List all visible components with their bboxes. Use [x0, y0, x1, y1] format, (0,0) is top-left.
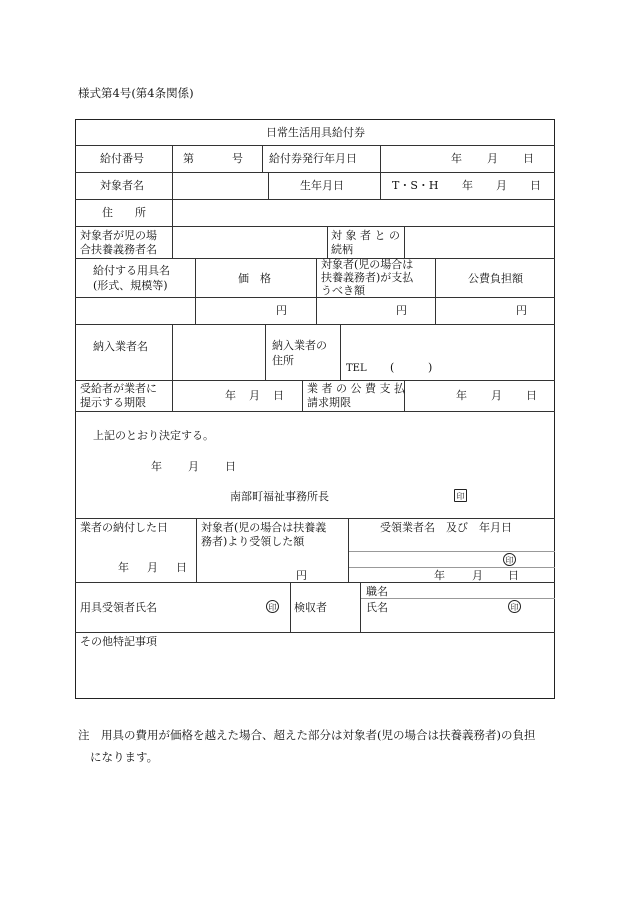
- col-divider: [327, 226, 328, 258]
- equipment-label-2: (形式、規模等): [93, 279, 168, 292]
- job-title-label: 職名: [366, 585, 388, 598]
- year-label: 年: [151, 460, 162, 473]
- col-divider: [265, 324, 266, 380]
- go-label: 号: [232, 152, 243, 165]
- inspector-label: 検収者: [294, 601, 327, 614]
- row-divider: [75, 632, 555, 633]
- row-divider: [75, 324, 555, 325]
- deadline-label-2: 提示する期限: [80, 396, 146, 409]
- seal-circle-mark: 印: [508, 600, 521, 613]
- month-label: 月: [147, 561, 158, 574]
- month-label: 月: [188, 460, 199, 473]
- row-divider: [75, 582, 555, 583]
- col-divider: [290, 582, 291, 632]
- guardian-label-2: 合扶養義務者名: [80, 243, 157, 256]
- year-label: 年: [225, 389, 236, 402]
- col-divider: [302, 380, 303, 411]
- delivery-date-label: 業者の納付した日: [80, 521, 168, 534]
- row-divider: [75, 518, 555, 519]
- official-seal-mark: 印: [454, 489, 467, 502]
- row-divider: [75, 380, 555, 381]
- row-divider: [75, 172, 555, 173]
- office-name: 南部町福祉事務所長: [230, 490, 329, 503]
- era-options: T・S・H: [392, 179, 439, 192]
- col-divider: [340, 324, 341, 380]
- day-label: 日: [176, 561, 187, 574]
- col-divider: [172, 380, 173, 411]
- form-number-heading: 様式第4号(第4条関係): [78, 86, 194, 100]
- paren-close: ): [428, 361, 433, 374]
- col-divider: [380, 172, 381, 199]
- hakko-date-label: 給付券発行年月日: [269, 152, 357, 165]
- remarks-label: その他特記事項: [80, 635, 157, 648]
- yen-label: 円: [396, 304, 407, 317]
- month-label: 月: [249, 389, 260, 402]
- price-label: 価 格: [238, 272, 271, 285]
- copay-label-2: 扶養義務者)が支払: [321, 271, 414, 284]
- footnote-line-2: になります。: [90, 750, 159, 764]
- month-label: 月: [472, 569, 483, 582]
- public-burden-label: 公費負担額: [468, 272, 523, 285]
- row-divider: [75, 199, 555, 200]
- guardian-label-1: 対象者が児の場: [80, 229, 157, 242]
- col-divider: [196, 518, 197, 582]
- billing-deadline-label-1: 業 者 の 公 費 支 払: [307, 382, 405, 395]
- receiver-header: 受領業者名 及び 年月日: [380, 521, 512, 534]
- supplier-address-label-2: 住所: [272, 354, 294, 367]
- taishosha-label: 対象者名: [100, 179, 144, 192]
- col-divider: [380, 145, 381, 172]
- row-divider: [75, 145, 555, 146]
- row-divider: [360, 598, 555, 599]
- year-label: 年: [462, 179, 473, 192]
- year-label: 年: [434, 569, 445, 582]
- recipient-name-label: 用具受領者氏名: [80, 601, 157, 614]
- yen-label: 円: [276, 304, 287, 317]
- col-divider: [404, 226, 405, 258]
- col-divider: [172, 199, 173, 226]
- yen-label: 円: [296, 569, 307, 582]
- day-label: 日: [523, 152, 534, 165]
- row-divider: [75, 297, 555, 298]
- month-label: 月: [491, 389, 502, 402]
- decision-text: 上記のとおり決定する。: [93, 429, 214, 442]
- received-amount-label-2: 務者)より受領した額: [201, 535, 305, 548]
- supplier-address-label-1: 納入業者の: [272, 339, 327, 352]
- copay-label-1: 対象者(児の場合は: [321, 258, 414, 271]
- day-label: 日: [273, 389, 284, 402]
- deadline-label-1: 受給者が業者に: [80, 382, 157, 395]
- year-label: 年: [451, 152, 462, 165]
- col-divider: [262, 145, 263, 172]
- col-divider: [360, 582, 361, 632]
- col-divider: [316, 258, 317, 324]
- row-divider: [348, 567, 555, 568]
- footnote: [78, 724, 558, 768]
- col-divider: [435, 258, 436, 324]
- day-label: 日: [225, 460, 236, 473]
- equipment-label-1: 給付する用具名: [93, 264, 170, 277]
- day-label: 日: [530, 179, 541, 192]
- relation-label-2: 続柄: [331, 243, 353, 256]
- yen-label: 円: [516, 304, 527, 317]
- row-divider: [348, 551, 555, 552]
- row-divider: [75, 258, 555, 259]
- col-divider: [172, 226, 173, 258]
- day-label: 日: [526, 389, 537, 402]
- day-label: 日: [508, 569, 519, 582]
- month-label: 月: [487, 152, 498, 165]
- received-amount-label-1: 対象者(児の場合は扶養義: [201, 521, 327, 534]
- year-label: 年: [118, 561, 129, 574]
- tel-label: TEL: [346, 363, 367, 374]
- col-divider: [195, 258, 196, 324]
- row-divider: [75, 226, 555, 227]
- relation-label-1: 対 象 者 と の: [331, 229, 400, 242]
- footnote-line-1: 注 用具の費用が価格を越えた場合、超えた部分は対象者(児の場合は扶養義務者)の負担: [78, 728, 536, 742]
- copay-label-3: うべき額: [321, 284, 365, 297]
- year-label: 年: [456, 389, 467, 402]
- col-divider: [172, 145, 173, 172]
- col-divider: [348, 518, 349, 582]
- supplier-name-label: 納入業者名: [93, 340, 148, 353]
- birthdate-label: 生年月日: [300, 179, 344, 192]
- billing-deadline-label-2: 請求期限: [307, 396, 351, 409]
- dai-label: 第: [183, 152, 194, 165]
- address-label: 住 所: [102, 206, 146, 219]
- month-label: 月: [496, 179, 507, 192]
- form-title: 日常生活用具給付券: [266, 126, 365, 139]
- col-divider: [172, 324, 173, 380]
- row-divider: [75, 411, 555, 412]
- kyufu-bango-label: 給付番号: [100, 152, 144, 165]
- paren-open: (: [390, 361, 395, 374]
- col-divider: [268, 172, 269, 199]
- seal-circle-mark: 印: [266, 600, 279, 613]
- seal-circle-mark: 印: [503, 553, 516, 566]
- name-label: 氏名: [366, 601, 388, 614]
- col-divider: [172, 172, 173, 199]
